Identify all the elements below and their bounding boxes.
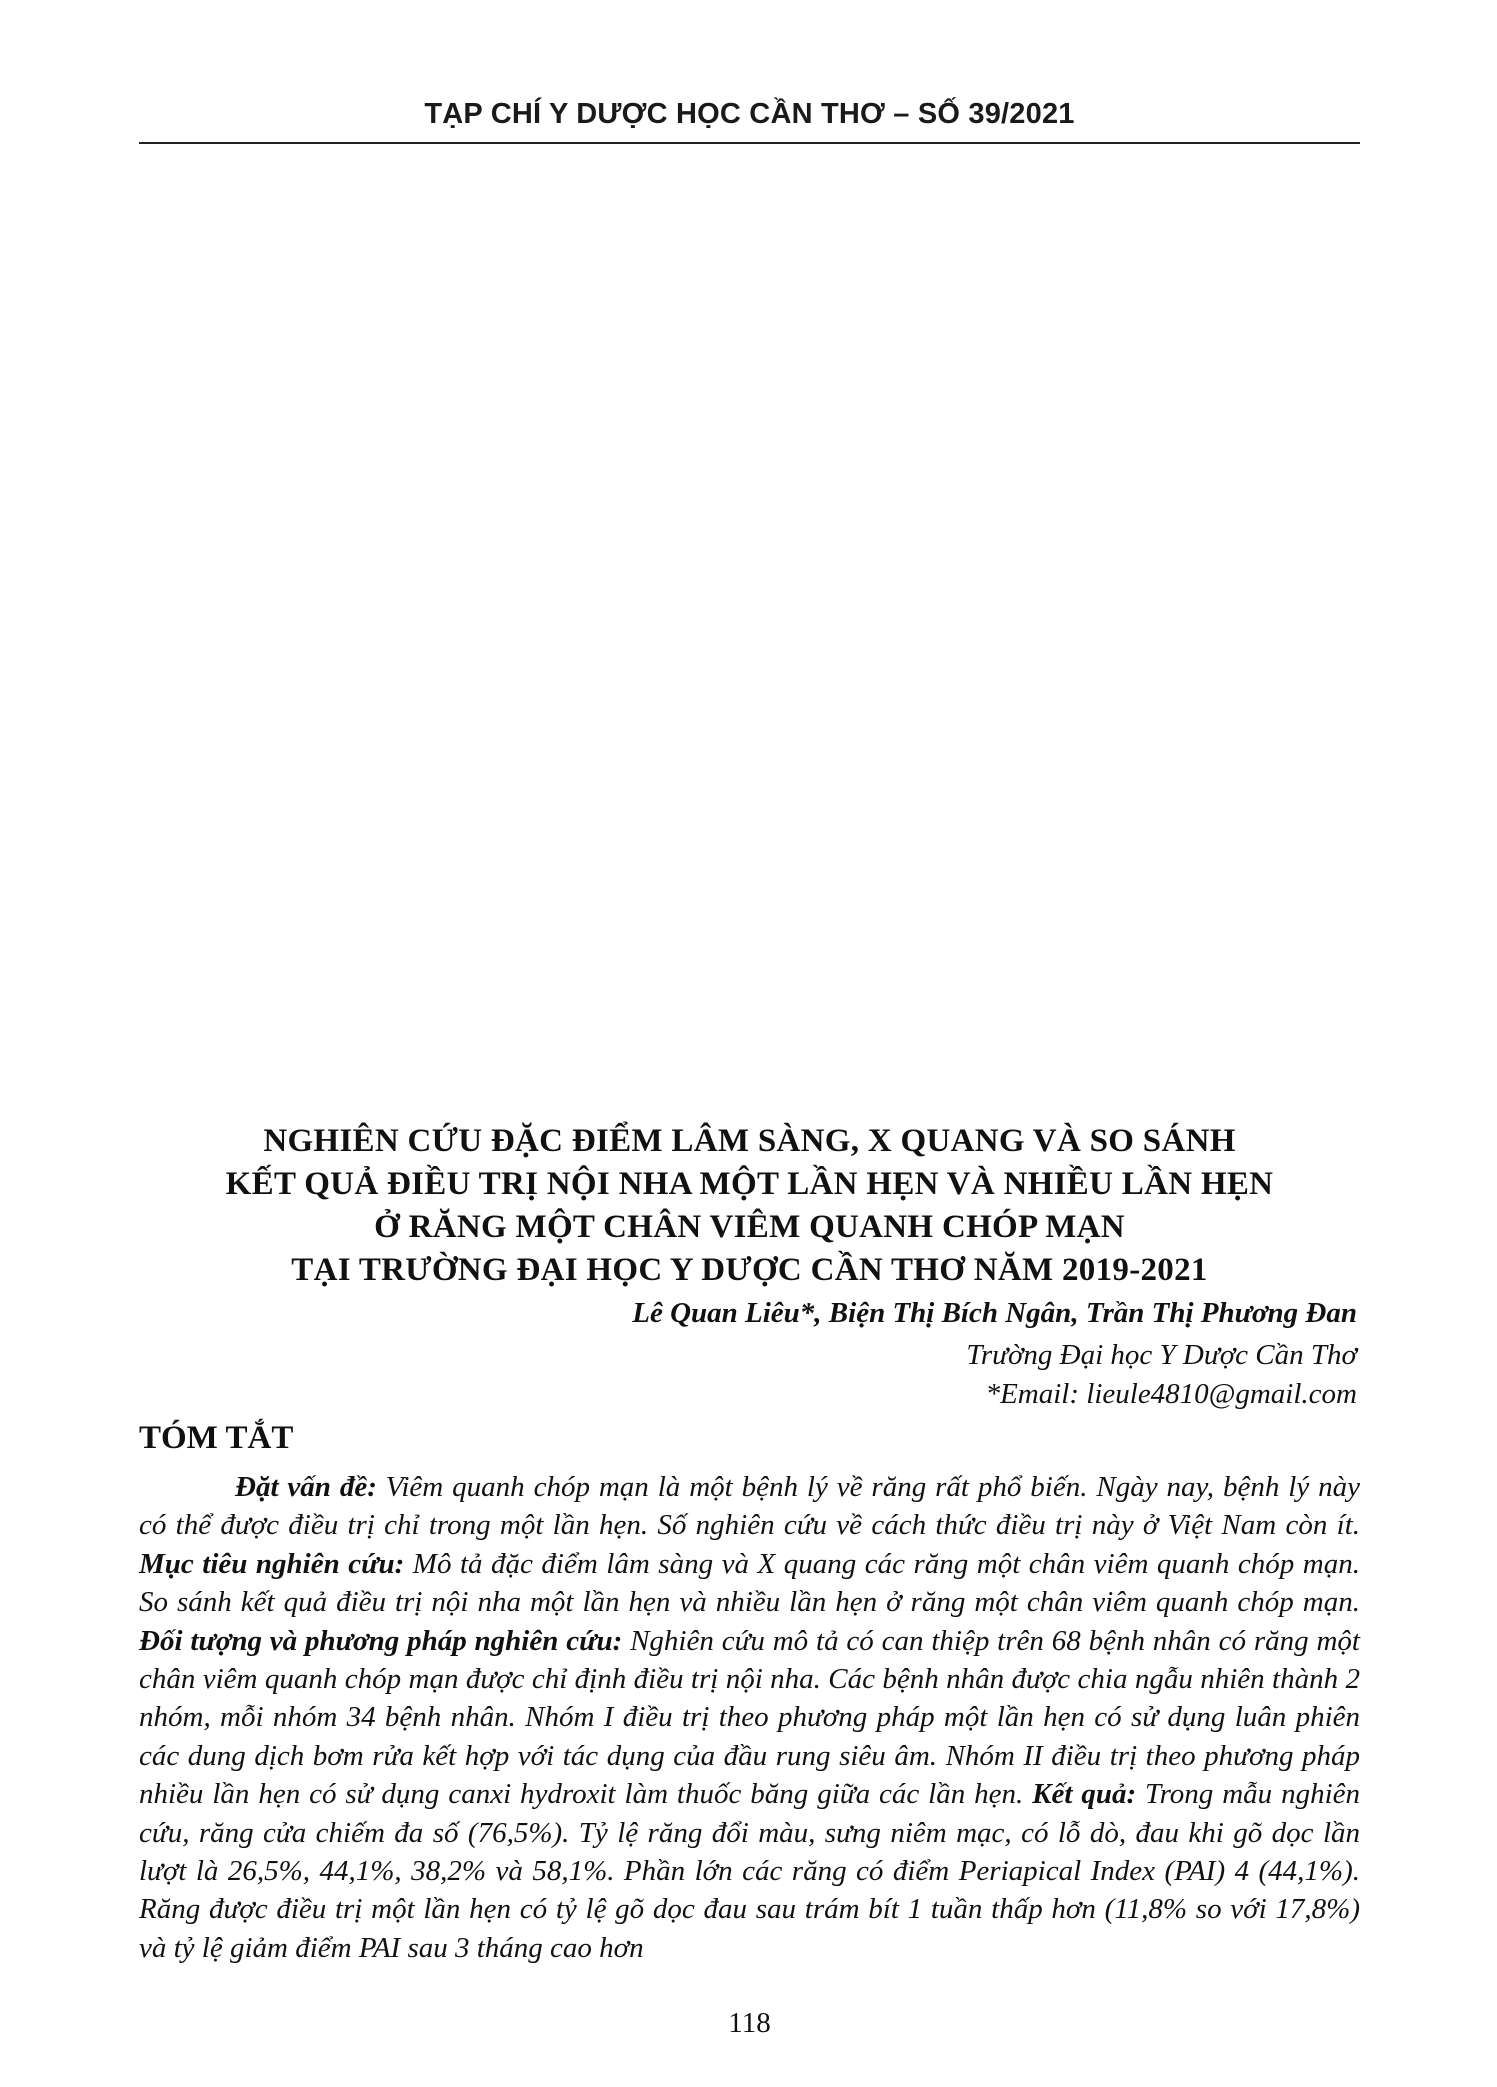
text-results: Trong mẫu nghiên cứu, răng cửa chiếm đa số (76,5%). Tỷ lệ răng đổi màu, sưng niêm mạc, có lỗ dò, đau khi gõ dọc lần lượt là 26,5%, 44,1%, 38,2% và 58,1%. Phần lớn các răng có điểm Periapical Index (PAI) 4 (44,1%). Răng được điều trị một lần hẹn có tỷ lệ gõ dọc đau sau trám bít 1 tuần thấp hơn (11,8% so với 17,8%) và tỷ lệ giảm điểm PAI sau 3 tháng cao hơn — [139, 1778, 1360, 1964]
label-background: Đặt vấn đề: — [235, 1471, 377, 1503]
header-divider — [139, 142, 1360, 144]
text-methods: Nghiên cứu mô tả có can thiệp trên 68 bệnh nhân có răng một chân viêm quanh chóp mạn được chỉ định điều trị nội nha. Các bệnh nhân được chia ngẫu nhiên thành 2 nhóm, mỗi nhóm 34 bệnh nhân. Nhóm I điều trị theo phương pháp một lần hẹn có sử dụng luân phiên các dung dịch bơm rửa kết hợp với tác dụng của đầu rung siêu âm. Nhóm II điều trị theo phương pháp nhiều lần hẹn có sử dụng canxi hydroxit làm thuốc băng giữa các lần hẹn. — [139, 1624, 1360, 1811]
title-line-4: TẠI TRƯỜNG ĐẠI HỌC Y DƯỢC CẦN THƠ NĂM 2019-2021 — [291, 1252, 1208, 1288]
text-objectives: Mô tả đặc điểm lâm sàng và X quang các răng một chân viêm quanh chóp mạn. So sánh kết quả điều trị nội nha một lần hẹn và nhiều lần hẹn ở răng một chân viêm quanh chóp mạn. — [139, 1547, 1360, 1619]
article-title — [139, 1120, 1360, 1292]
journal-header: TẠP CHÍ Y DƯỢC HỌC CẦN THƠ – SỐ 39/2021 — [424, 98, 1075, 130]
abstract-heading: TÓM TẮT — [139, 1420, 294, 1456]
abstract-body — [139, 1468, 1360, 1967]
contact-email: *Email: lieule4810@gmail.com — [985, 1378, 1357, 1410]
title-line-1: NGHIÊN CỨU ĐẶC ĐIỂM LÂM SÀNG, X QUANG VÀ SO SÁNH — [263, 1123, 1236, 1159]
label-results: Kết quả: — [1032, 1778, 1137, 1811]
abstract-paragraph — [139, 1468, 1360, 1967]
page-number: 118 — [728, 2007, 771, 2039]
affiliation: Trường Đại học Y Dược Cần Thơ — [966, 1339, 1357, 1371]
author-list: Lê Quan Liêu*, Biện Thị Bích Ngân, Trần Thị Phương Đan — [632, 1297, 1357, 1329]
title-line-2: KẾT QUẢ ĐIỀU TRỊ NỘI NHA MỘT LẦN HẸN VÀ NHIỀU LẦN HẸN — [225, 1166, 1274, 1202]
title-line-3: Ở RĂNG MỘT CHÂN VIÊM QUANH CHÓP MẠN — [374, 1209, 1125, 1245]
text-background: Viêm quanh chóp mạn là một bệnh lý về răng rất phổ biến. Ngày nay, bệnh lý này có thể được điều trị chỉ trong một lần hẹn. Số nghiên cứu về cách thức điều trị này ở Việt Nam còn ít. — [139, 1471, 1360, 1542]
label-methods: Đối tượng và phương pháp nghiên cứu: — [139, 1624, 623, 1657]
label-objectives: Mục tiêu nghiên cứu: — [139, 1547, 405, 1580]
